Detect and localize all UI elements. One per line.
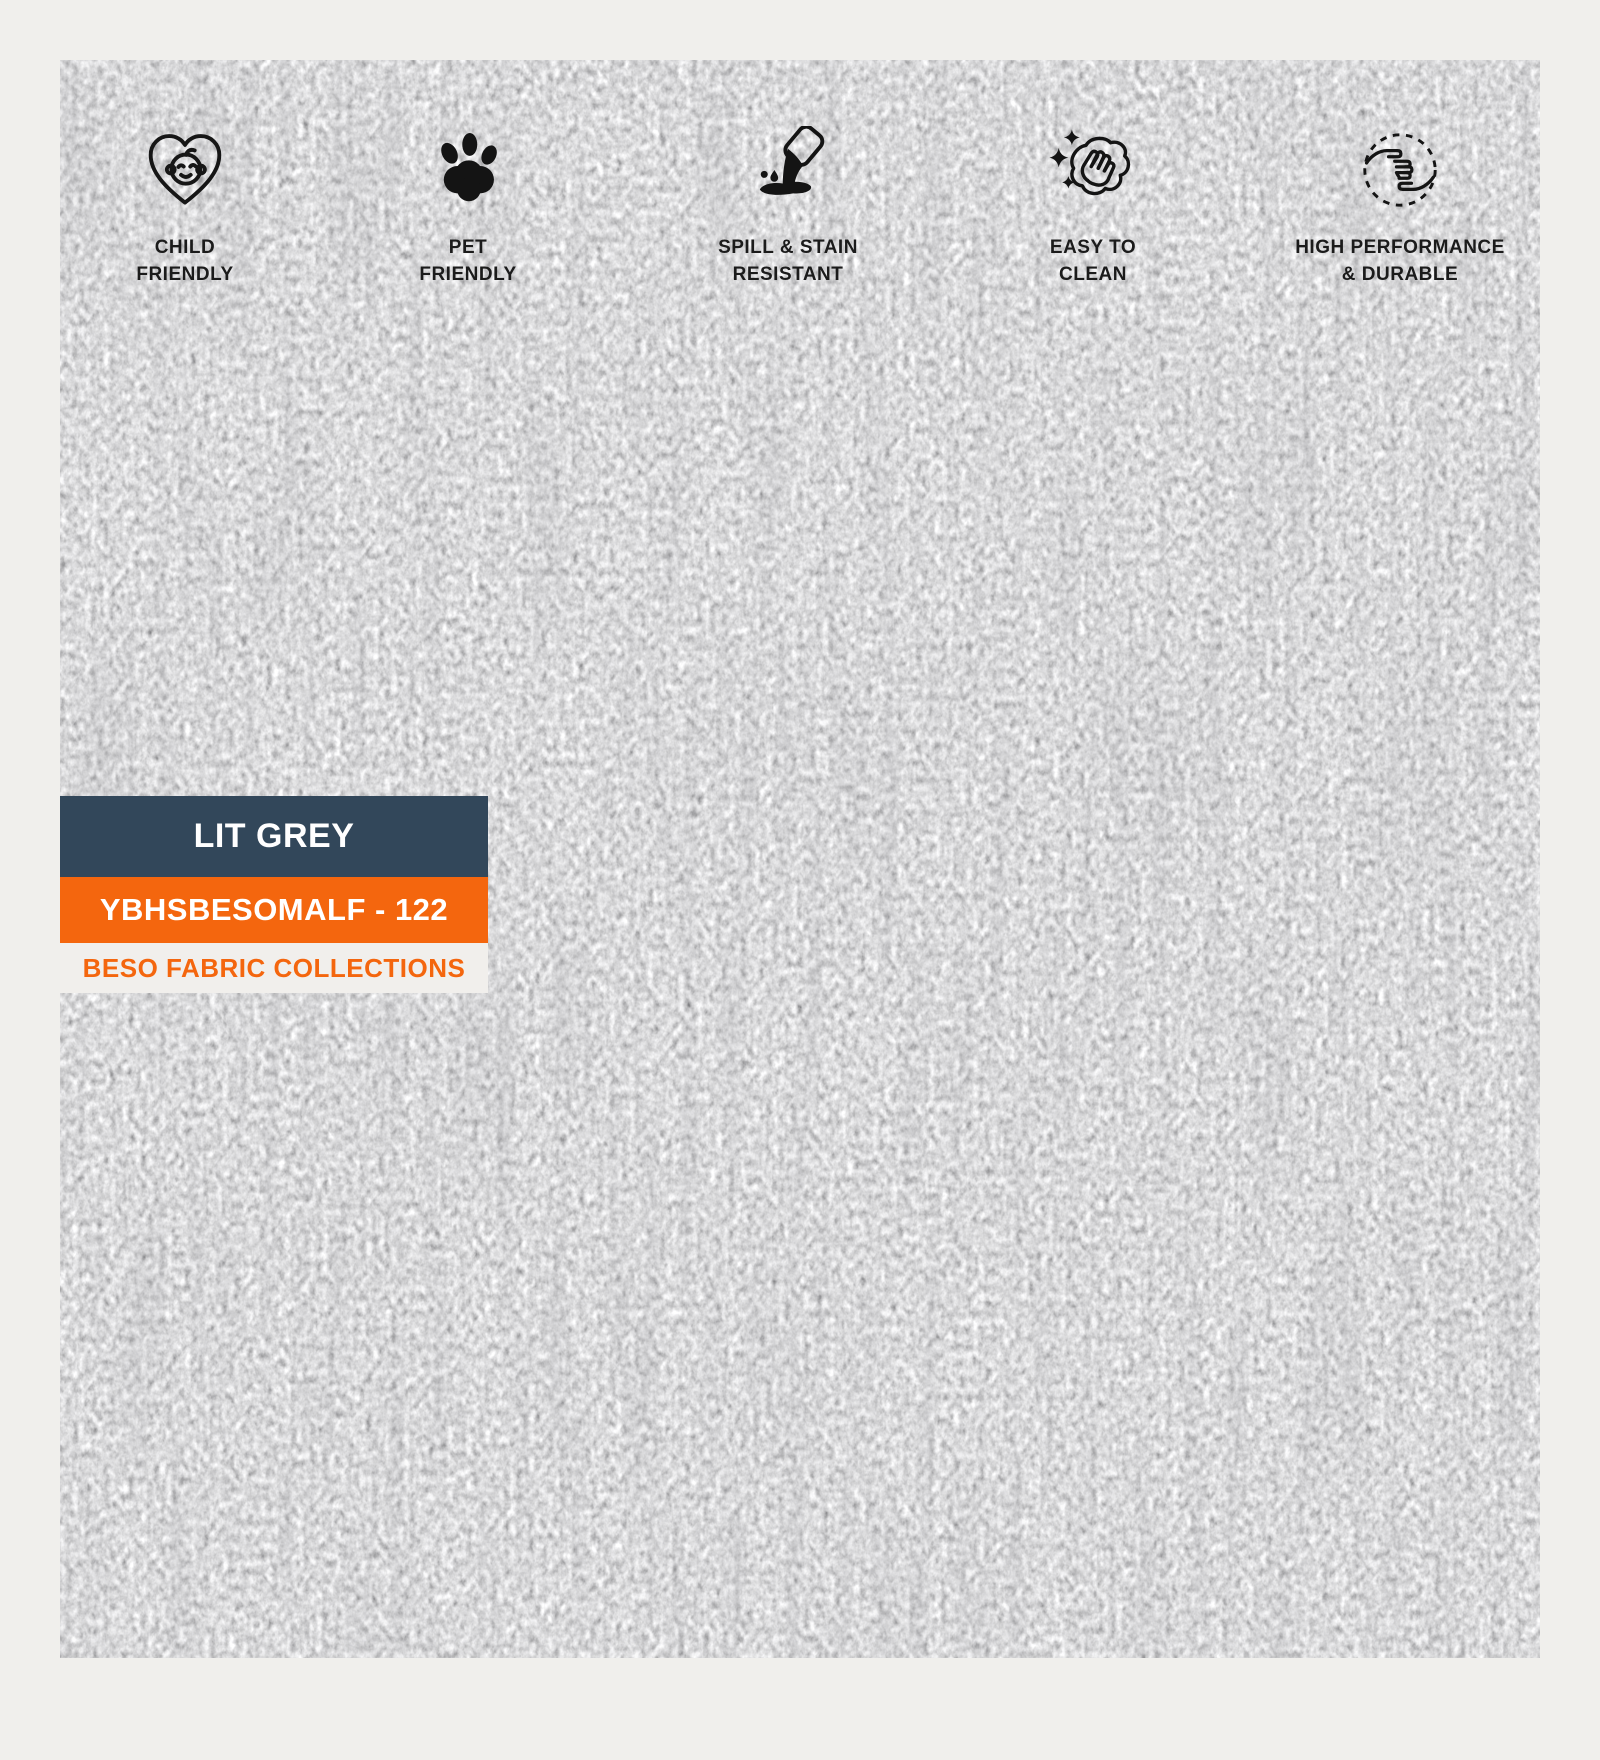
color-name-text: LIT GREY	[193, 817, 355, 855]
color-name-bar	[60, 796, 488, 877]
feature-label-line2: & DURABLE	[1341, 264, 1459, 285]
collection-text: BESO FABRIC COLLECTIONS	[82, 952, 466, 983]
sku-text: YBHSBESOMALF - 122	[99, 892, 449, 927]
spill-stain-cup-icon	[744, 126, 832, 214]
feature-label	[1295, 234, 1505, 288]
feature-pet-friendly	[298, 126, 638, 288]
feature-label-line1: CHILD	[154, 237, 216, 258]
feature-label-line1: HIGH PERFORMANCE	[1295, 237, 1505, 258]
feature-label	[718, 234, 858, 288]
feature-label	[419, 234, 516, 288]
feature-easy-to-clean	[923, 126, 1263, 288]
feature-label-line2: RESISTANT	[732, 264, 844, 285]
swatch-label-stack	[60, 796, 488, 993]
feature-spill-stain-resistant	[618, 126, 958, 288]
pet-friendly-paw-icon	[424, 126, 512, 214]
feature-label	[136, 234, 233, 288]
feature-label-line2: FRIENDLY	[136, 264, 234, 285]
feature-label-line1: PET	[448, 237, 488, 258]
feature-label-line1: EASY TO	[1049, 237, 1137, 258]
feature-label-line2: FRIENDLY	[419, 264, 517, 285]
feature-label	[1050, 234, 1136, 288]
durable-caring-hands-icon	[1356, 126, 1444, 214]
feature-label-line1: SPILL & STAIN	[718, 237, 858, 258]
feature-high-performance-durable	[1230, 126, 1540, 288]
fabric-swatch	[60, 60, 1540, 1658]
collection-bar	[60, 943, 488, 993]
easy-clean-wiping-hand-icon	[1049, 126, 1137, 214]
sku-bar	[60, 877, 488, 943]
feature-label-line2: CLEAN	[1059, 264, 1127, 285]
child-friendly-heart-baby-icon	[141, 126, 229, 214]
